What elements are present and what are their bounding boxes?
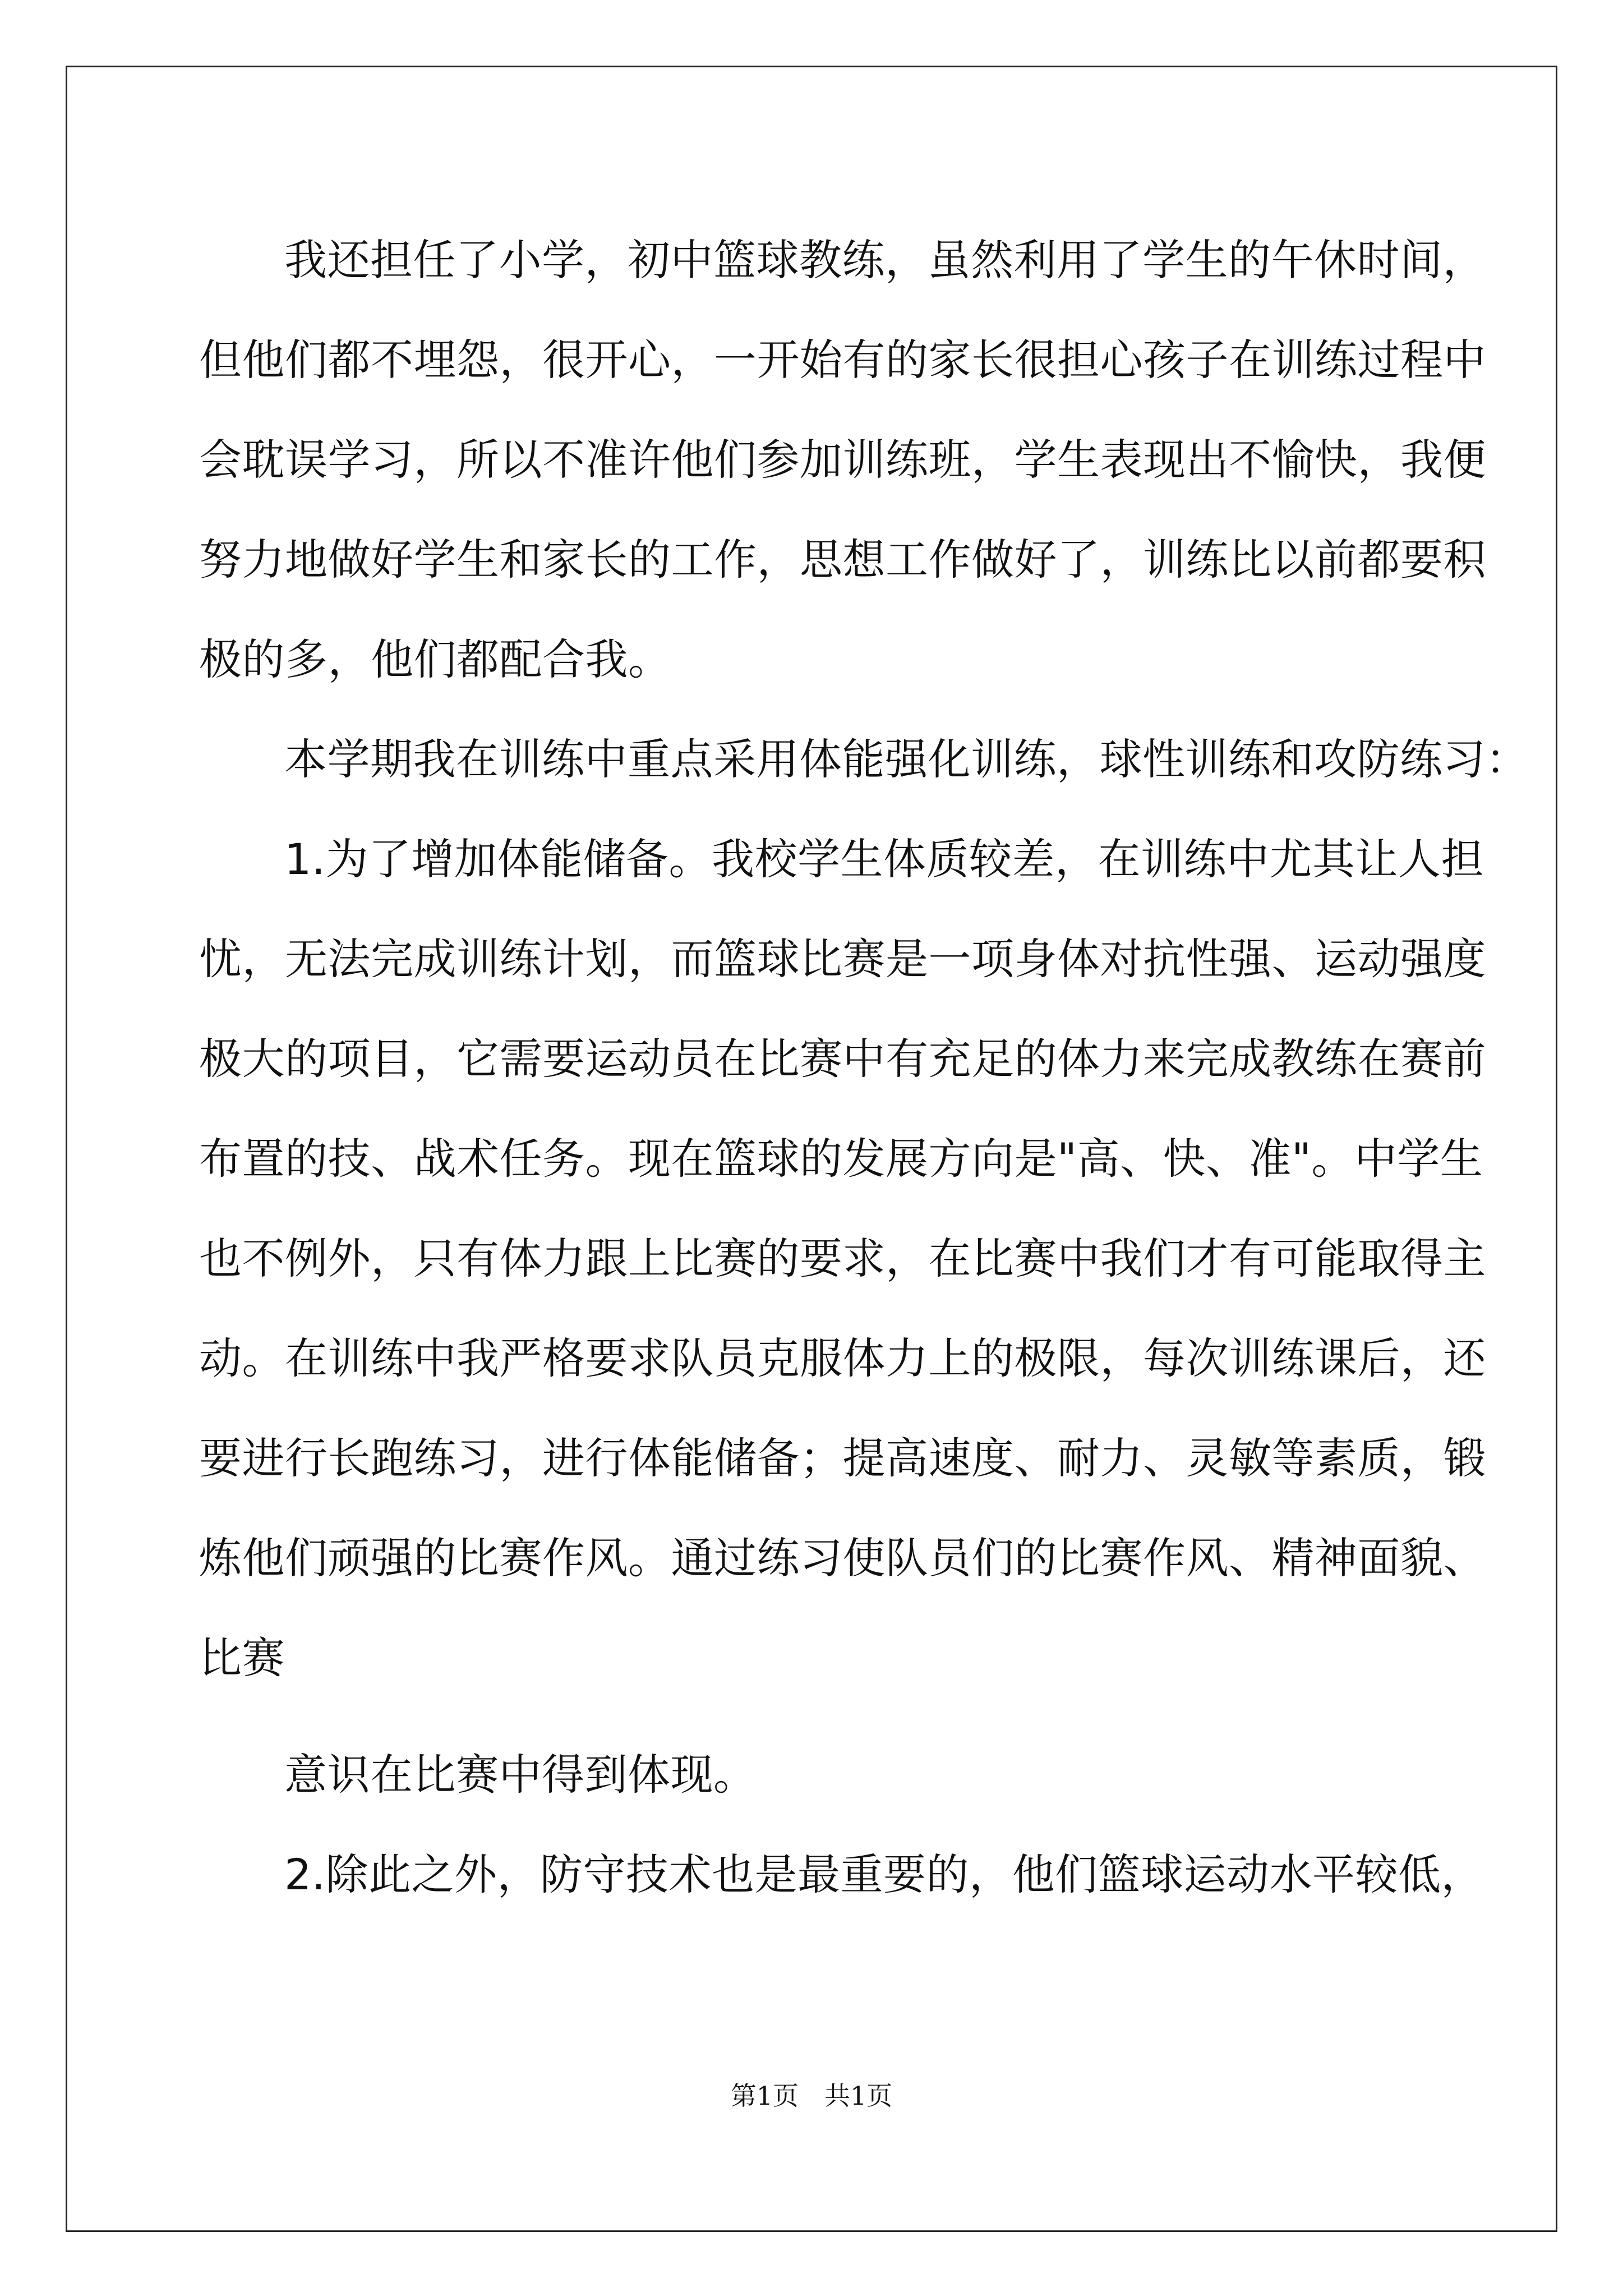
text-line: 要进行长跑练习，进行体能储备；提高速度、耐力、灵敏等素质，锻 <box>199 1433 1486 1483</box>
text-line: 2.除此之外，防守技术也是最重要的，他们篮球运动水平较低， <box>284 1849 1484 1899</box>
text-line: 炼他们顽强的比赛作风。通过练习使队员们的比赛作风、精神面貌、 <box>199 1533 1486 1583</box>
paragraph-gap <box>199 1708 1422 1725</box>
text-line: 但他们都不埋怨，很开心，一开始有的家长很担心孩子在训练过程中 <box>199 335 1486 385</box>
text-line: 我还担任了小学，初中篮球教练，虽然利用了学生的午休时间， <box>284 235 1486 285</box>
text-line: 1.为了增加体能储备。我校学生体质较差，在训练中尤其让人担 <box>284 834 1484 884</box>
text-line: 极的多，他们都配合我。 <box>199 634 671 684</box>
text-line: 本学期我在训练中重点采用体能强化训练，球性训练和攻防练习： <box>284 734 1529 784</box>
text-line: 布置的技、战术任务。现在篮球的发展方向是"高、快、准"。中学生 <box>199 1134 1483 1184</box>
text-line: 比赛 <box>199 1633 285 1683</box>
text-line: 努力地做好学生和家长的工作，思想工作做好了，训练比以前都要积 <box>199 535 1486 585</box>
document-body <box>199 210 1529 1925</box>
text-line: 意识在比赛中得到体现。 <box>284 1750 757 1800</box>
text-line: 极大的项目，它需要运动员在比赛中有充足的体力来完成教练在赛前 <box>199 1034 1486 1084</box>
text-line: 动。在训练中我严格要求队员克服体力上的极限，每次训练课后，还 <box>199 1333 1486 1383</box>
text-line: 也不例外，只有体力跟上比赛的要求，在比赛中我们才有可能取得主 <box>199 1234 1486 1283</box>
text-line: 会耽误学习，所以不准许他们参加训练班，学生表现出不愉快，我便 <box>199 435 1486 485</box>
page-footer: 第1页 共1页 <box>730 2081 893 2111</box>
text-line: 忧，无法完成训练计划，而篮球比赛是一项身体对抗性强、运动强度 <box>199 934 1486 984</box>
